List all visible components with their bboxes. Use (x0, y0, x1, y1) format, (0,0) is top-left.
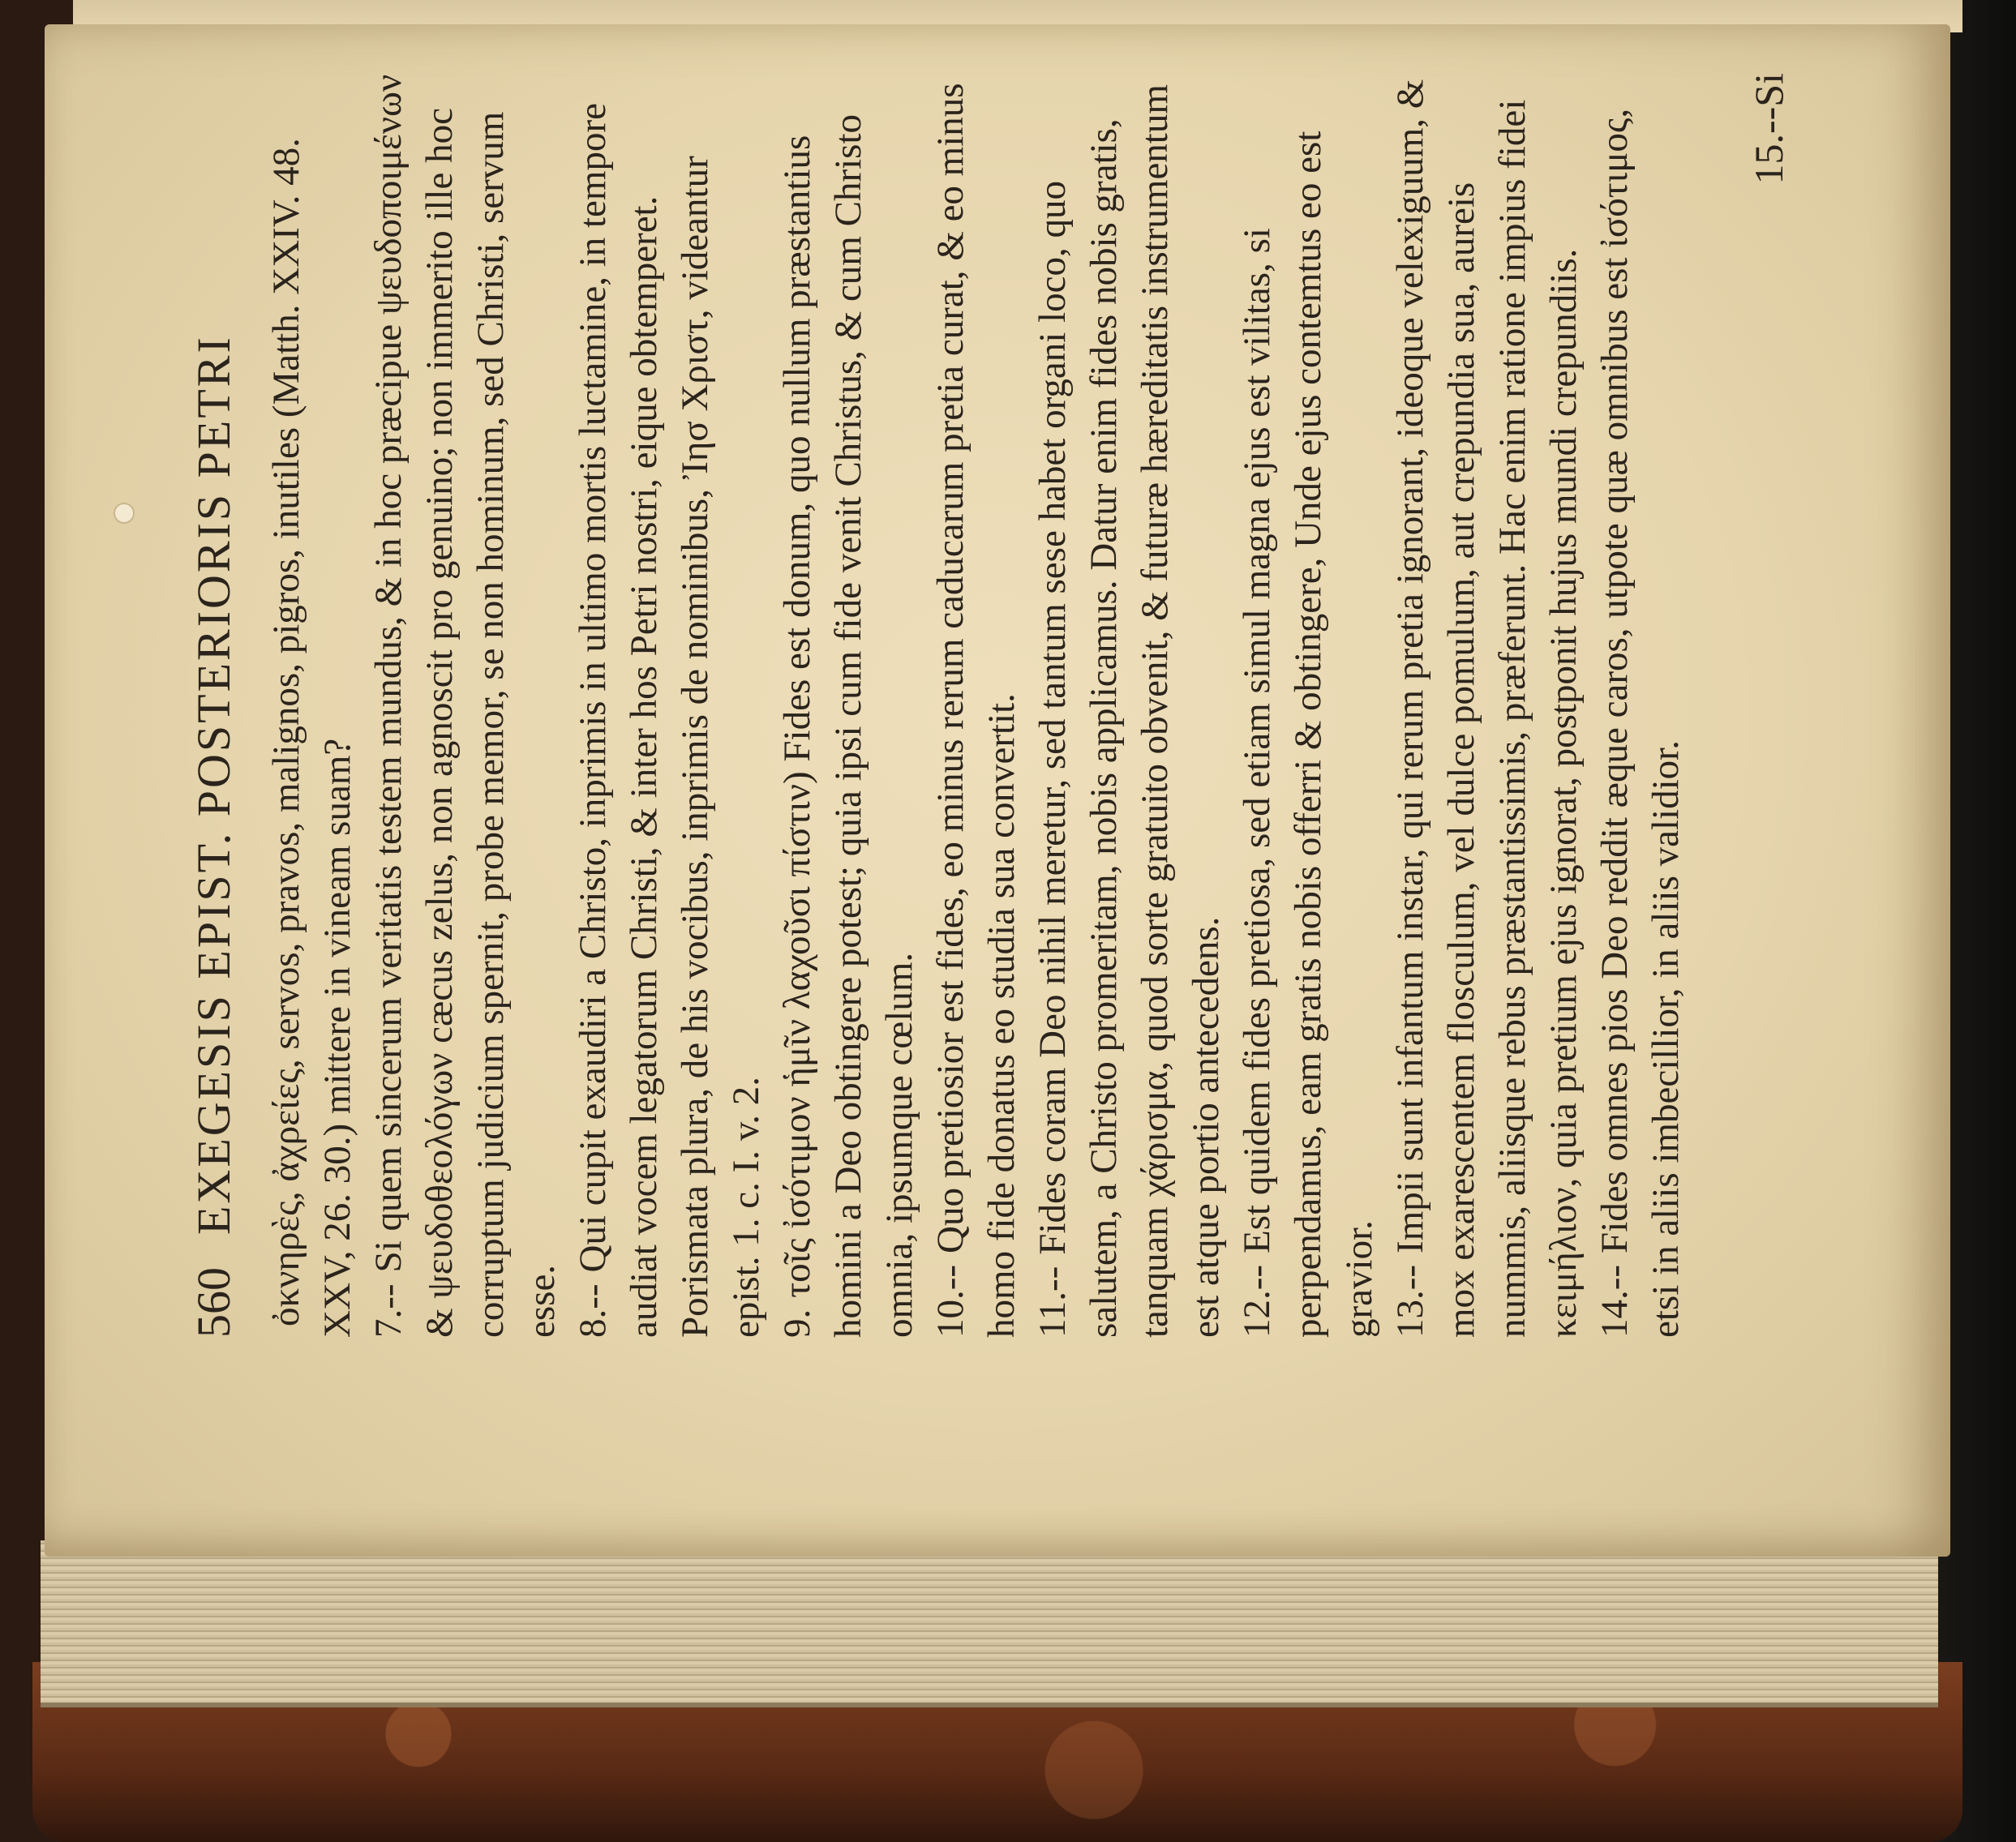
catchword: 15.--Si (1746, 73, 1791, 185)
paragraph: 12.--Est quidem fides pretiosa, sed etiam simul magna ejus est vilitas, si perpendamus, eam gratis nobis offerri & obtingere, Unde ejus contemtus eo est gravior. (1236, 131, 1380, 1338)
paragraph: ὀκνηρὲς, ἀχρείες, servos, pravos, malignos, pigros, inutiles (Matth. XXIV. 48. XXV, 26. 30.) mittere in vineam suam? (265, 138, 358, 1338)
paper-hole (114, 503, 135, 524)
paragraph: 11.--Fides coram Deo nihil meretur, sed tantum sese habet organi loco, quo salutem, a Christo promeritam, nobis applicamus. Datur enim fides nobis gratis, tanquam χάρισμα, quod sorte gratuito obvenit, & futuræ hæreditatis instrumentum est atque portio antecedens. (1032, 84, 1227, 1338)
page-text (187, 73, 1792, 1338)
paragraph: 8.--Qui cupit exaudiri a Christo, inprimis in ultimo mortis luctamine, in tempore audiat vocem legatorum Christi, & inter hos Petri nostri, eique obtemperet. Porismata plura, de his vocibus, inprimis de nominibus, Ἰησ Χριστ, videantur epist. 1. c. I. v. 2. (572, 103, 767, 1338)
page-number: 560 (187, 1267, 240, 1338)
paragraph: 9.τοῖς ἰσότιμον ἡμῖν λαχοῦσι πίστιν) Fides est donum, quo nullum præstantius homini a Deo obtingere potest; quia ipsi cum fide venit Christus, & cum Christo omnia, ipsumque cœlum. (776, 114, 920, 1338)
page-edges (41, 1540, 1938, 1707)
body-text (261, 73, 1692, 1338)
running-title: EXEGESIS EPIST. POSTERIORIS PETRI (187, 335, 240, 1235)
paragraph: 13.--Impii sunt infantum instar, qui rerum pretia ignorant, ideoque velexiguum, & mox exarescentem flosculum, vel dulce pomulum, aut crepundia sua, aureis nummis, aliisque rebus præstantissimis, præferunt. Hac enim ratione impius fidei κειμήλιον, quia pretium ejus ignorat, postponit hujus mundi crepundiis. (1389, 79, 1585, 1338)
paragraph: 7.--Si quem sincerum veritatis testem mundus, & in hoc præcipue ψευδοποιμένων & ψευδοθεολόγων cæcus zelus, non agnoscit pro genuino; non immerito ille hoc corruptum judicium spernit, probe memor, se non hominum, sed Christi, servum esse. (367, 74, 563, 1338)
paragraph: 14.--Fides omnes pios Deo reddit æque caros, utpote quæ omnibus est ἰσότιμος, etsi in aliis imbecillior, in aliis validior. (1593, 108, 1687, 1338)
paragraph: 10.--Quo pretiosior est fides, eo minus rerum caducarum pretia curat, & eo minus homo fide donatus eo studia sua convertit. (929, 83, 1023, 1338)
page-header (187, 73, 261, 1338)
